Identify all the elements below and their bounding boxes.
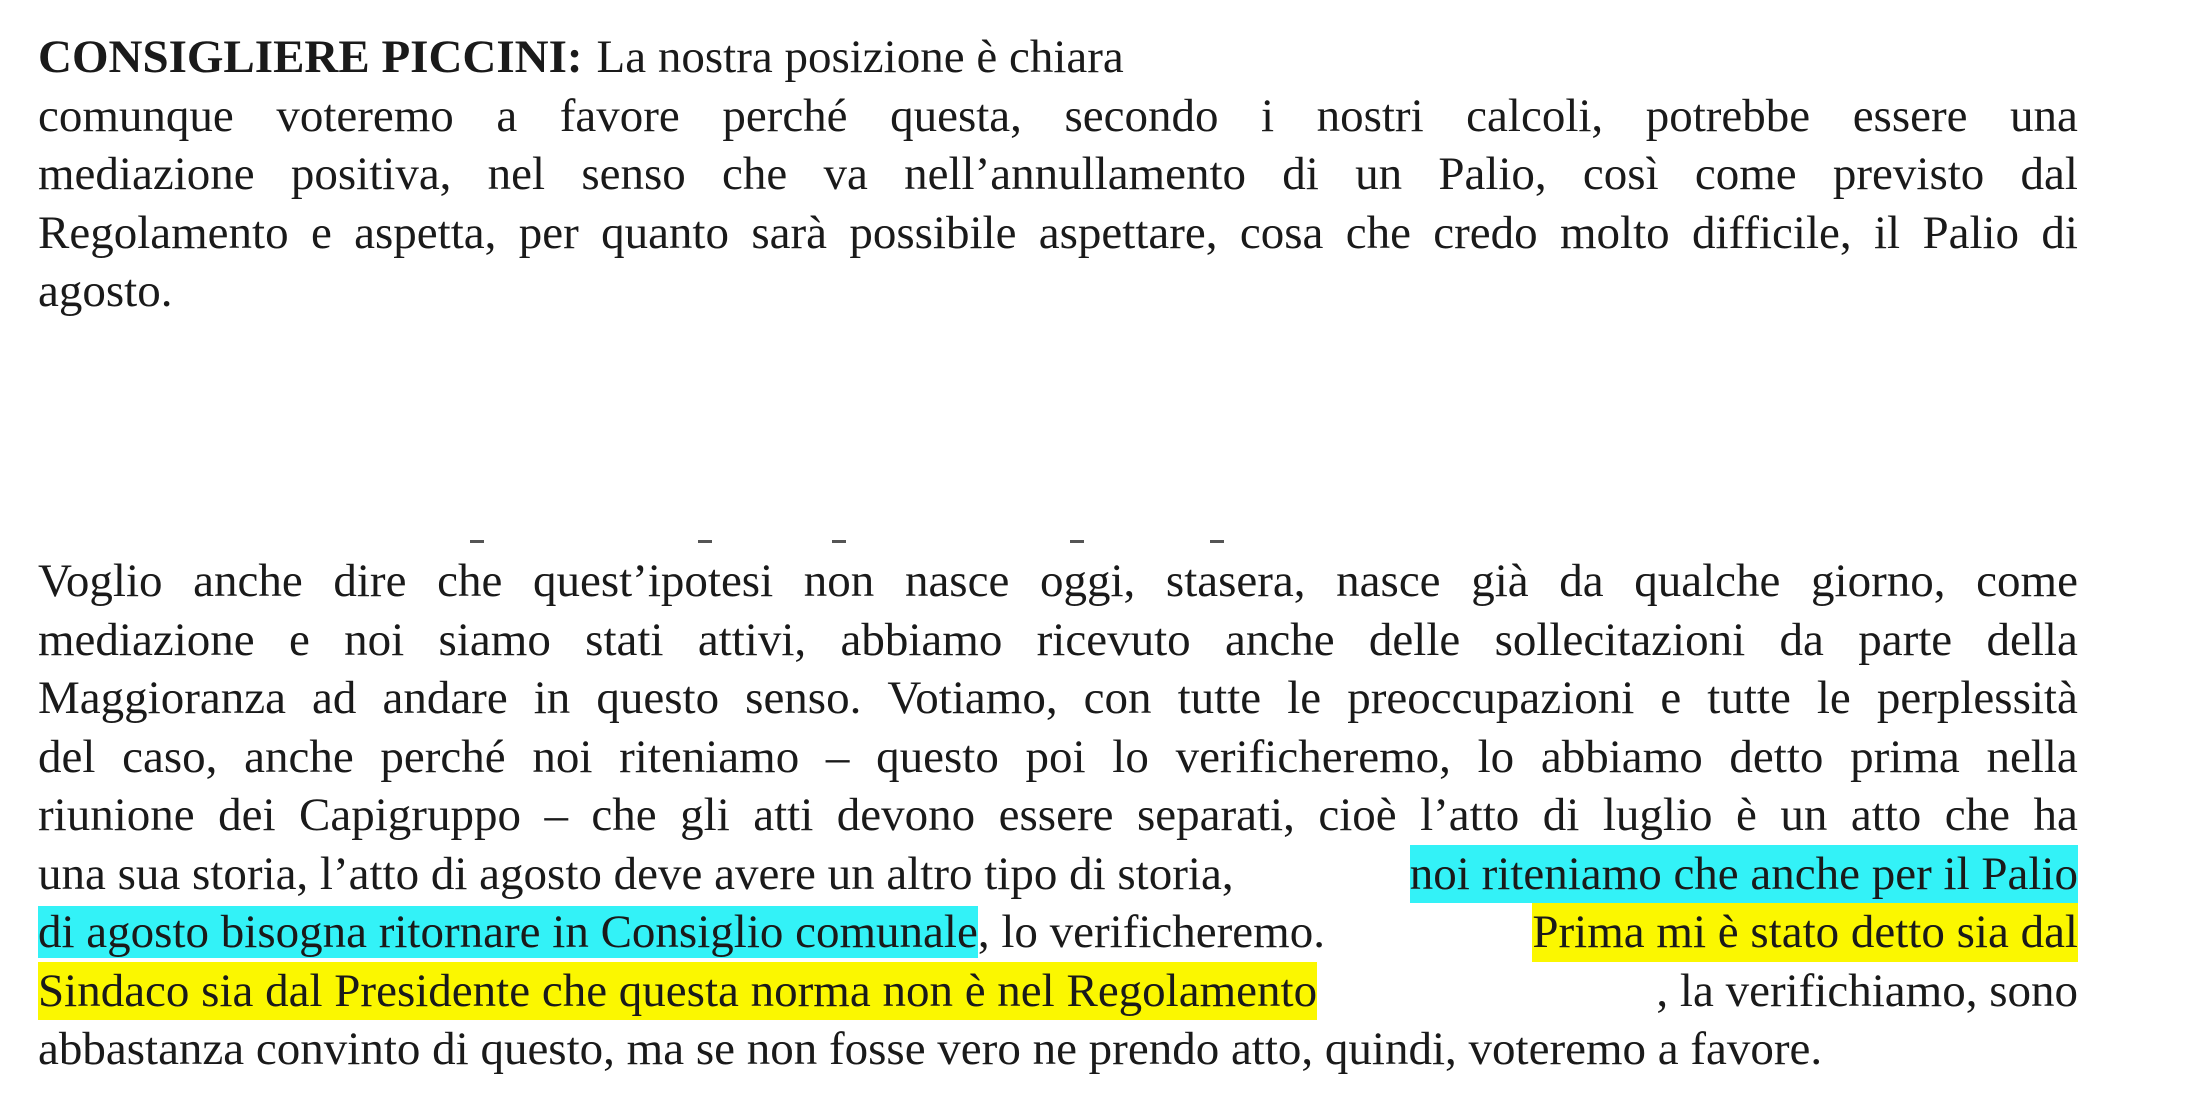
paragraph-2-line-9	[38, 1020, 2078, 1079]
word: cosa	[1239, 206, 1324, 259]
word: già	[1471, 555, 1529, 607]
word: con	[1083, 672, 1152, 724]
word: sarà	[751, 206, 827, 259]
word: Palio	[1922, 206, 2020, 259]
word: prima	[1850, 730, 1960, 783]
word: di	[1542, 789, 1580, 841]
word: dire	[333, 555, 407, 607]
paragraph-2	[38, 552, 2078, 1079]
paragraph-1-line-2	[38, 87, 2078, 146]
word: andare	[382, 672, 508, 724]
paragraph-1-line-5	[38, 262, 2078, 321]
word: oggi,	[1039, 555, 1136, 607]
word: una	[2010, 89, 2078, 142]
word: perché	[380, 730, 506, 783]
intro-text: La nostra posizione è chiara	[596, 31, 1124, 83]
word: e	[1660, 672, 1682, 724]
word: è	[1735, 789, 1757, 841]
word: calcoli,	[1466, 89, 1604, 142]
word: i	[1260, 89, 1275, 142]
text-segment: , lo verificheremo.	[977, 906, 1325, 958]
text-line	[38, 204, 2078, 263]
word: quanto	[601, 206, 729, 259]
word: Votiamo,	[887, 672, 1058, 724]
word: –	[825, 730, 850, 783]
word: che	[722, 148, 788, 200]
word: riunione	[38, 789, 195, 841]
word: attivi,	[697, 613, 807, 666]
text-line	[38, 87, 2078, 146]
word: previsto	[1832, 148, 1985, 200]
word: non	[803, 555, 875, 607]
word: separati,	[1136, 789, 1295, 841]
word: questo	[876, 730, 999, 783]
word: senso	[581, 148, 686, 200]
text-line	[38, 786, 2078, 845]
word: potrebbe	[1645, 89, 1811, 142]
word: noi	[532, 730, 593, 783]
text-line: abbastanza convinto di questo, ma se non fosse vero ne prendo atto, quindi, voteremo a favore.	[38, 1023, 1823, 1075]
word: preoccupazioni	[1347, 672, 1635, 724]
word: riteniamo	[619, 730, 800, 783]
word: anche	[193, 555, 303, 607]
word: anche	[244, 730, 354, 783]
word: nostri	[1316, 89, 1424, 142]
word: nel	[487, 148, 546, 200]
word: molto	[1559, 206, 1670, 259]
paragraph-1-line-1	[38, 28, 2078, 87]
paragraph-2-line-7	[38, 903, 2078, 962]
word: stasera,	[1165, 555, 1306, 607]
text-line	[38, 728, 2078, 787]
word: caso,	[122, 730, 218, 783]
word: aspetta,	[354, 206, 497, 259]
word: positiva,	[290, 148, 452, 200]
word: un	[1780, 789, 1828, 841]
word: ad	[312, 672, 357, 724]
word: l’atto	[1420, 789, 1520, 841]
word: un	[1355, 148, 1403, 200]
word: Maggioranza	[38, 672, 286, 724]
word: detto	[1729, 730, 1824, 783]
word: e	[310, 206, 332, 259]
word: a	[496, 89, 518, 142]
word: dal	[2020, 148, 2078, 200]
text-line	[38, 145, 2078, 204]
paragraph-1-line-4	[38, 204, 2078, 263]
word: che	[1944, 789, 2011, 841]
word: verificheremo,	[1175, 730, 1451, 783]
word: le	[1287, 672, 1322, 724]
word: in	[533, 672, 571, 724]
paragraph-2-line-6	[38, 845, 2078, 904]
text-segment	[38, 903, 1325, 962]
word: giorno,	[1811, 555, 1946, 607]
word: questo	[596, 672, 720, 724]
word: per	[518, 206, 579, 259]
word: nasce	[904, 555, 1010, 607]
word: di	[1282, 148, 1319, 200]
word: parte	[1858, 613, 1953, 666]
word: tutte	[1707, 672, 1791, 724]
word: mediazione	[38, 148, 255, 200]
word: dei	[218, 789, 276, 841]
word: Palio,	[1438, 148, 1547, 200]
text-line	[38, 611, 2078, 670]
word: anche	[1224, 613, 1335, 666]
word: Regolamento	[38, 206, 289, 259]
word: perché	[722, 89, 848, 142]
yellow-highlight: Prima mi è stato detto sia dal	[1532, 903, 2078, 962]
word: ricevuto	[1036, 613, 1191, 666]
paragraph-2-line-3	[38, 669, 2078, 728]
word: della	[1986, 613, 2078, 666]
paragraph-1-line-3	[38, 145, 2078, 204]
word: mediazione	[38, 613, 255, 666]
word: quest’ipotesi	[532, 555, 774, 607]
word: luglio	[1602, 789, 1713, 841]
scan-artifact	[470, 540, 1230, 546]
word: Voglio	[38, 555, 163, 607]
word: siamo	[438, 613, 551, 666]
word: –	[544, 789, 568, 841]
word: essere	[998, 789, 1114, 841]
word: favore	[559, 89, 680, 142]
word: da	[1559, 555, 1604, 607]
word: essere	[1852, 89, 1968, 142]
word: difficile,	[1691, 206, 1852, 259]
text-line	[38, 552, 2078, 611]
paragraph-2-line-8	[38, 962, 2078, 1021]
word: come	[1694, 148, 1797, 200]
word: qualche	[1634, 555, 1781, 607]
speaker-name: CONSIGLIERE PICCINI:	[38, 31, 583, 83]
word: e	[288, 613, 310, 666]
word: di	[2041, 206, 2078, 259]
word: atto	[1850, 789, 1922, 841]
word: voteremo	[276, 89, 454, 142]
cyan-highlight: noi riteniamo che anche per il Palio	[1410, 845, 2078, 904]
word: noi	[344, 613, 405, 666]
word: il	[1873, 206, 1901, 259]
paragraph-1	[38, 28, 2078, 321]
word: che	[591, 789, 657, 841]
word: lo	[1477, 730, 1515, 783]
word: delle	[1368, 613, 1461, 666]
text-segment: , la verifichiamo, sono	[1656, 964, 2078, 1017]
word: Capigruppo	[299, 789, 521, 841]
word: senso.	[745, 672, 862, 724]
word: perplessità	[1876, 672, 2078, 724]
paragraph-2-line-4	[38, 728, 2078, 787]
word: che	[1345, 206, 1411, 259]
word: comunque	[38, 89, 234, 142]
word: nella	[1986, 730, 2078, 783]
text-line: agosto.	[38, 265, 173, 317]
word: così	[1582, 148, 1659, 200]
word: gli	[680, 789, 730, 841]
word: come	[1976, 555, 2078, 607]
paragraph-2-line-1	[38, 552, 2078, 611]
text-line	[38, 669, 2078, 728]
paragraph-2-line-2	[38, 611, 2078, 670]
word: nell’annullamento	[904, 148, 1247, 200]
word: lo	[1112, 730, 1149, 783]
paragraph-2-line-5	[38, 786, 2078, 845]
word: che	[437, 555, 503, 607]
word: aspettare,	[1038, 206, 1218, 259]
word: del	[38, 730, 96, 783]
word: nasce	[1336, 555, 1441, 607]
word: devono	[836, 789, 976, 841]
word: le	[1816, 672, 1851, 724]
word: cioè	[1318, 789, 1397, 841]
text-segment: una sua storia, l’atto di agosto deve avere un altro tipo di storia,	[38, 847, 1234, 900]
word: questa,	[890, 89, 1022, 142]
word: va	[823, 148, 868, 200]
word: poi	[1025, 730, 1086, 783]
word: stati	[585, 613, 664, 666]
word: da	[1779, 613, 1824, 666]
word: possibile	[849, 206, 1017, 259]
word: ha	[2033, 789, 2078, 841]
word: abbiamo	[1540, 730, 1703, 783]
word: credo	[1433, 206, 1538, 259]
word: secondo	[1064, 89, 1219, 142]
yellow-highlight: Sindaco sia dal Presidente che questa norma non è nel Regolamento	[38, 962, 1317, 1021]
word: atti	[753, 789, 814, 841]
word: tutte	[1177, 672, 1262, 724]
cyan-highlight: di agosto bisogna ritornare in Consiglio comunale	[38, 906, 978, 958]
word: sollecitazioni	[1494, 613, 1746, 666]
word: abbiamo	[840, 613, 1003, 666]
